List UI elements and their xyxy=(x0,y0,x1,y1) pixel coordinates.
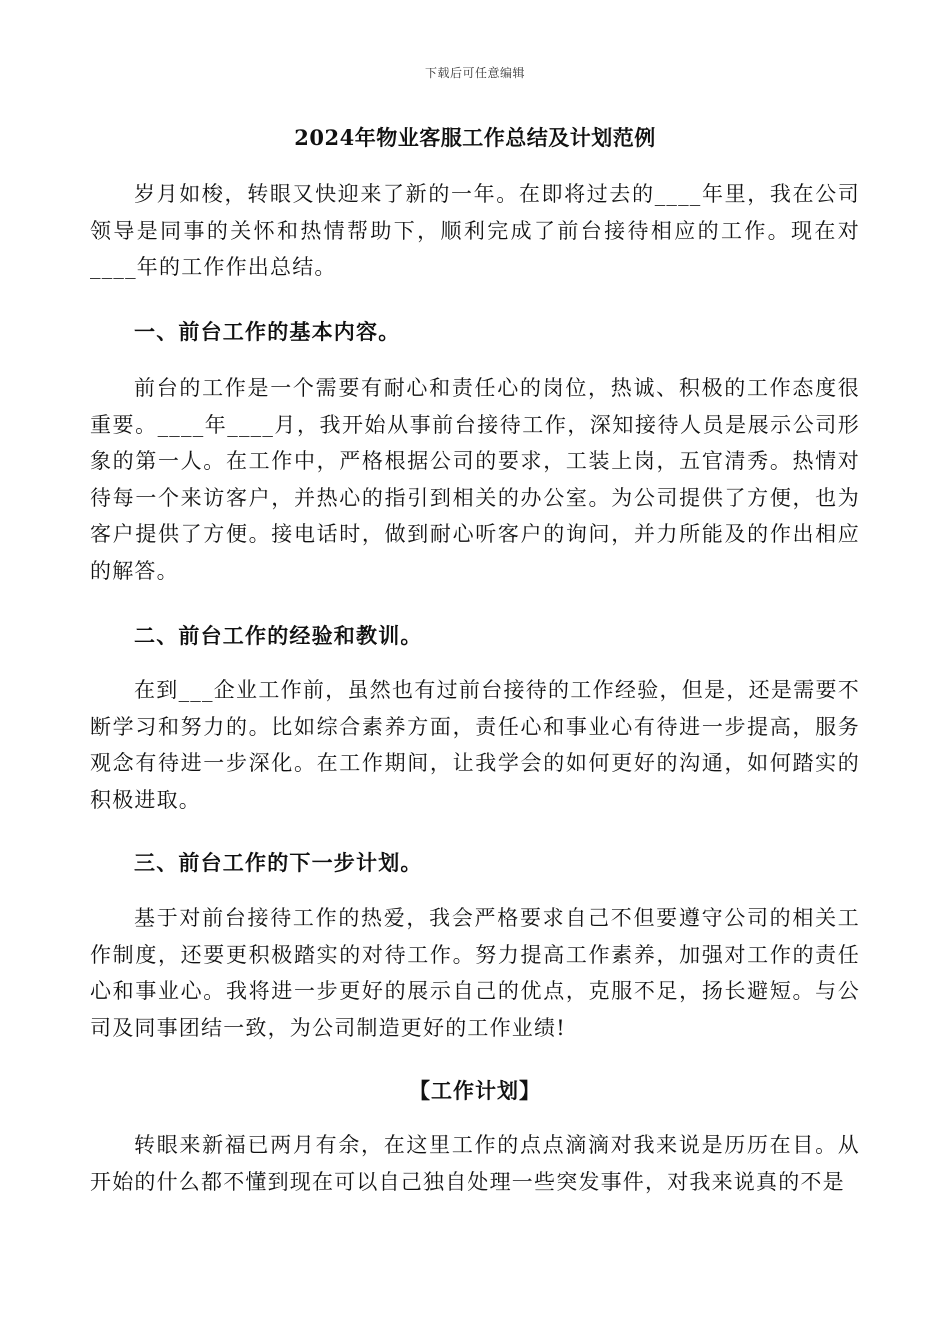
section-heading-3: 三、前台工作的下一步计划。 xyxy=(134,850,423,875)
plan-paragraph: 转眼来新福已两月有余，在这里工作的点点滴滴对我来说是历历在目。从开始的什么都不懂到现在可以自己独自处理一些突发事件，对我来说真的不是 xyxy=(90,1133,860,1194)
document-title: 2024年物业客服工作总结及计划范例 xyxy=(294,125,656,150)
intro-paragraph: 岁月如梭，转眼又快迎来了新的一年。在即将过去的____年里，我在公司领导是同事的关怀和热情帮助下，顺利完成了前台接待相应的工作。现在对____年的工作作出总结。 xyxy=(90,182,860,279)
section-paragraph-1: 前台的工作是一个需要有耐心和责任心的岗位，热诚、积极的工作态度很重要。____年____月，我开始从事前台接待工作，深知接待人员是展示公司形象的第一人。在工作中，严格根据公司的要求，工装上岗，五官清秀。热情对待每一个来访客户，并热心的指引到相关的办公室。为公司提供了方便，也为客户提供了方便。接电话时，做到耐心听客户的询问，并力所能及的作出相应的解答。 xyxy=(90,376,860,583)
plan-heading: 【工作计划】 xyxy=(409,1078,541,1103)
section-heading-2: 二、前台工作的经验和教训。 xyxy=(134,623,423,648)
section-heading-1: 一、前台工作的基本内容。 xyxy=(134,319,401,344)
section-paragraph-2: 在到___企业工作前，虽然也有过前台接待的工作经验，但是，还是需要不断学习和努力的。比如综合素养方面，责任心和事业心有待进一步提高，服务观念有待进一步深化。在工作期间，让我学会的如何更好的沟通，如何踏实的积极进取。 xyxy=(90,678,860,812)
section-paragraph-3: 基于对前台接待工作的热爱，我会严格要求自己不但要遵守公司的相关工作制度，还要更积极踏实的对待工作。努力提高工作素养，加强对工作的责任心和事业心。我将进一步更好的展示自己的优点，克服不足，扬长避短。与公司及同事团结一致，为公司制造更好的工作业绩! xyxy=(90,906,860,1040)
header-note: 下载后可任意编辑 xyxy=(424,66,525,80)
